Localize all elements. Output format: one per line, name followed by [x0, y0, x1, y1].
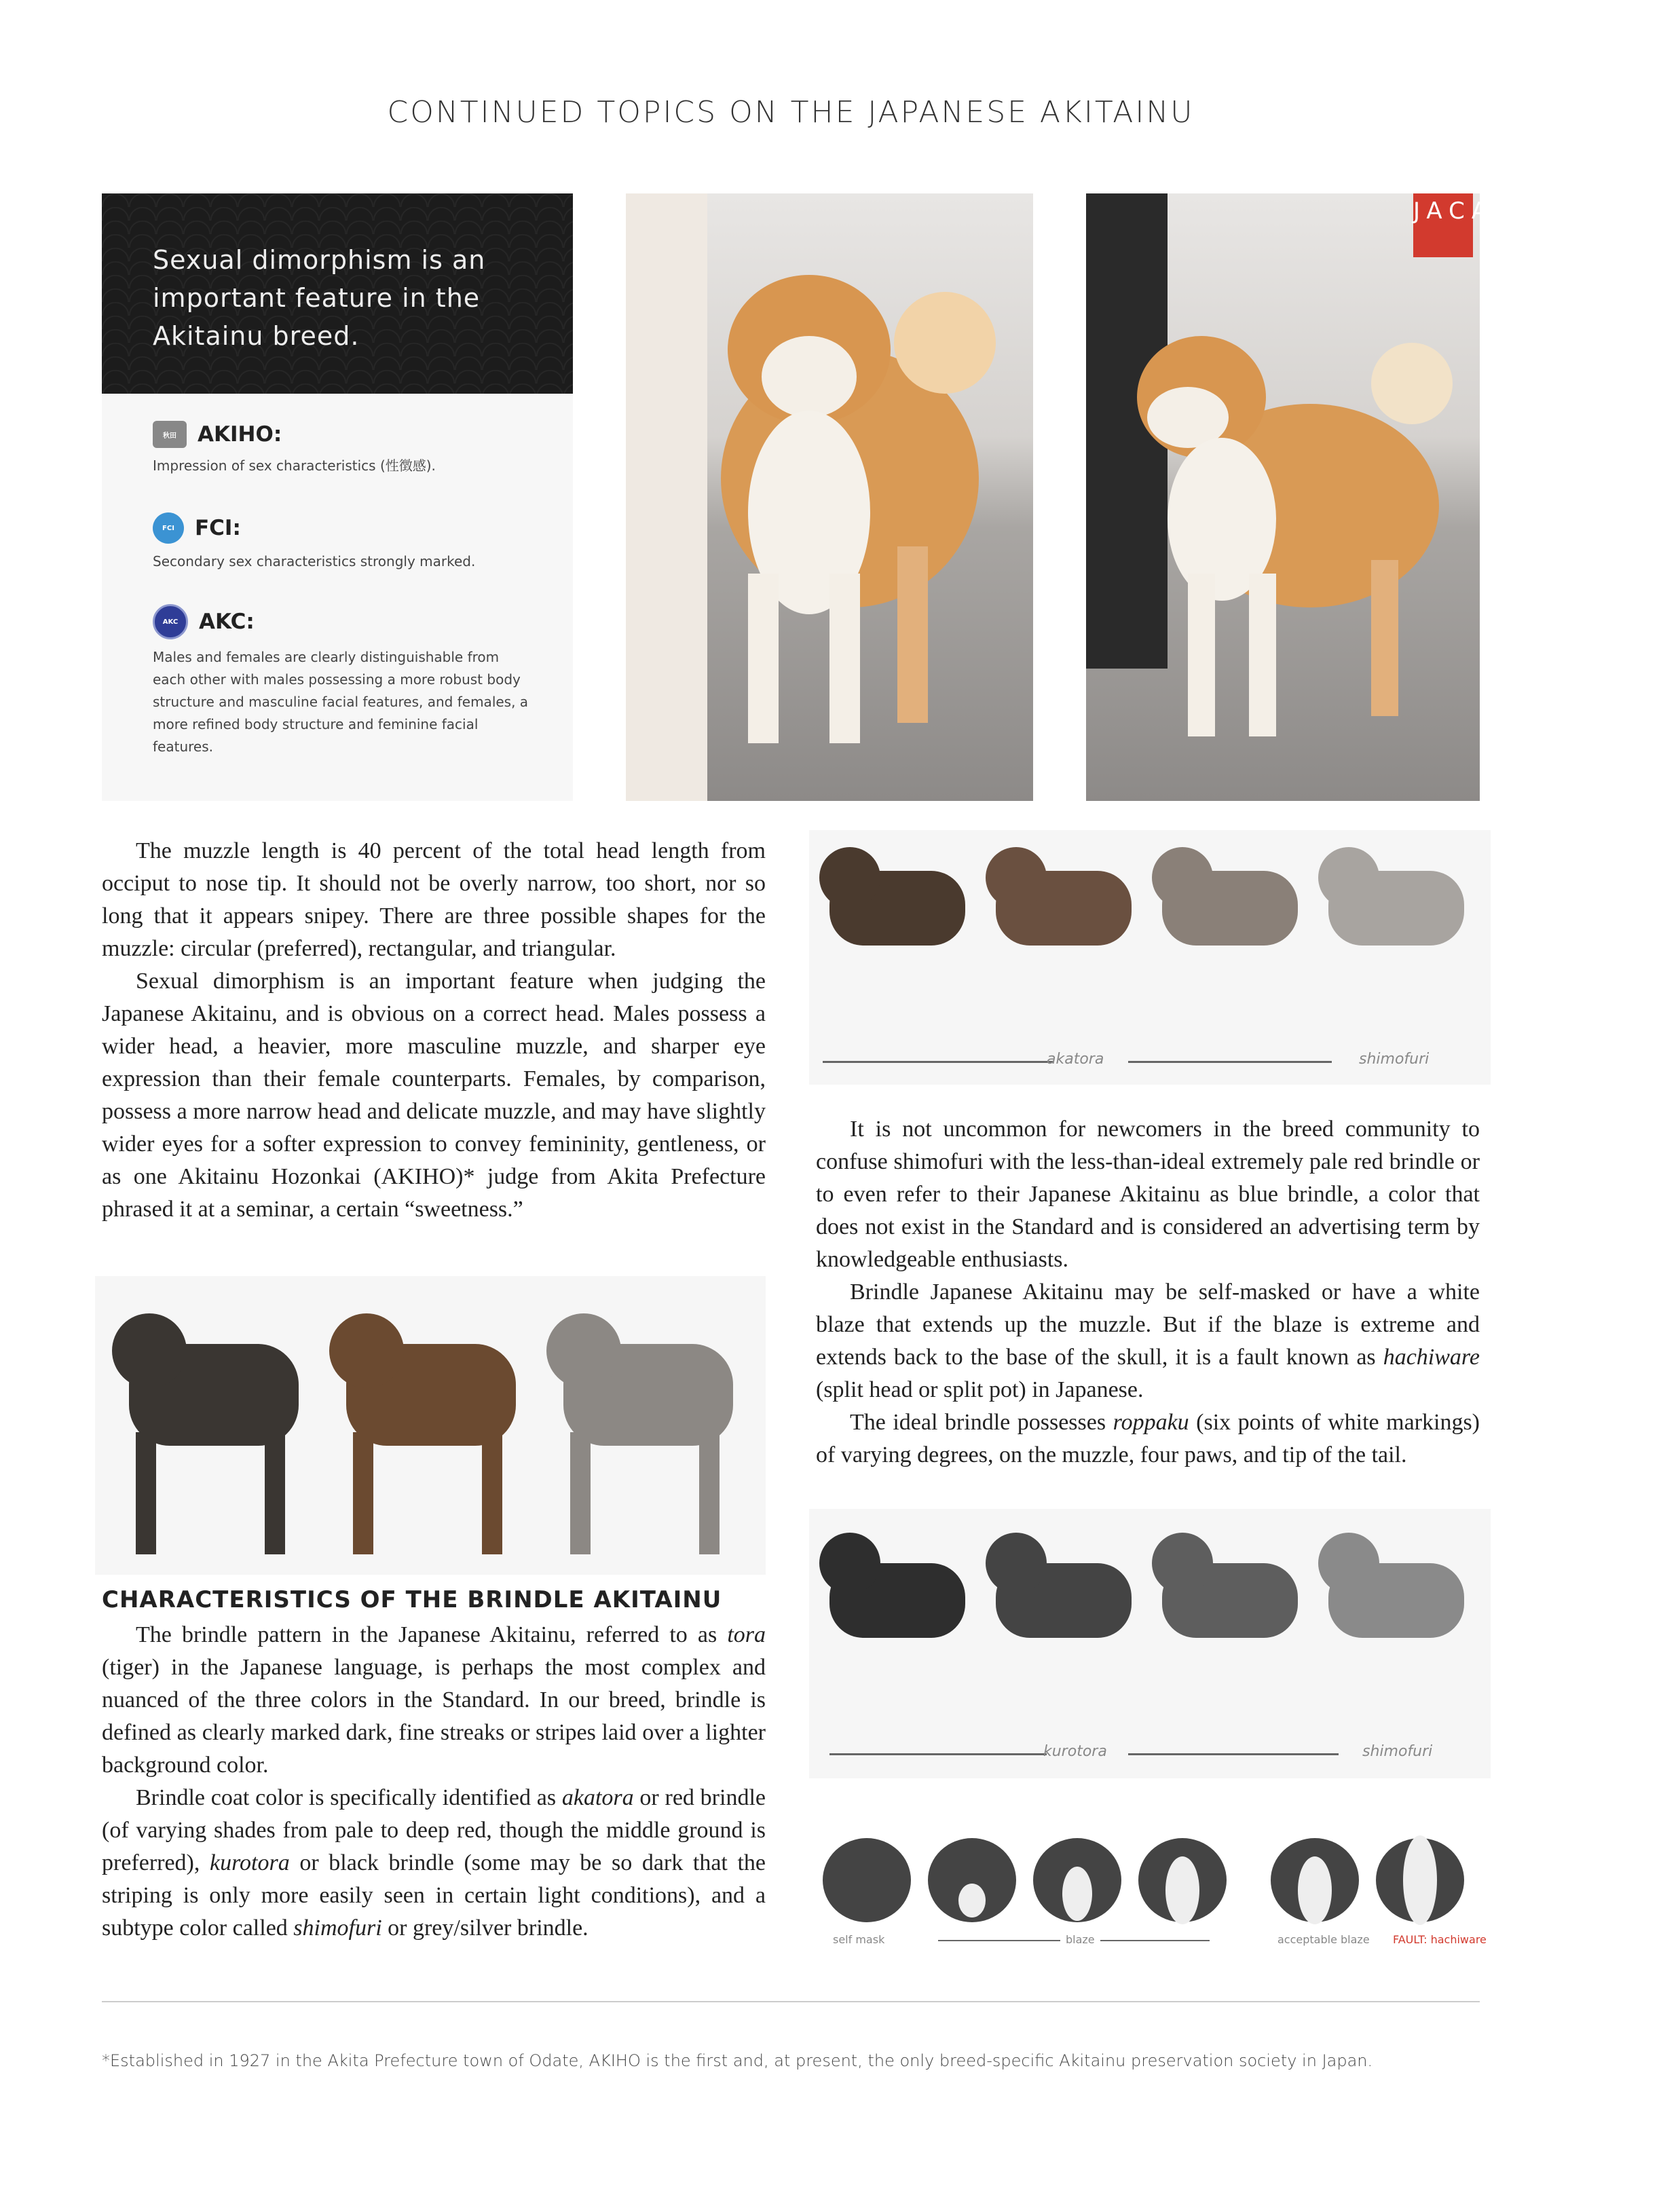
fci-globe-icon: FCI — [153, 512, 184, 544]
brindle-dogs-illustration-icon — [809, 1509, 1491, 1726]
brindle-characteristics-text — [102, 1619, 766, 1945]
term: akatora — [561, 1785, 634, 1810]
paragraph — [102, 1619, 766, 1782]
label-blaze: blaze — [1060, 1933, 1100, 1946]
brindle-color-dogs-figure — [95, 1276, 766, 1575]
org-fci — [153, 512, 533, 573]
text: or grey/silver brindle. — [381, 1915, 589, 1941]
org-name: AKC: — [199, 610, 255, 634]
callout-quote: Sexual dimorphism is an important feature in the Akitainu breed. — [153, 245, 486, 351]
scale-arrow-right — [1128, 1753, 1339, 1755]
text: (tiger) in the Japanese language, is perhaps the most complex and nuanced of the three colors in the Standard. In our breed, brindle is defined as clearly marked dark, fine streaks or stripes laid over a lighter background color. — [102, 1655, 766, 1778]
page-title: CONTINUED TOPICS ON THE JAPANESE AKITAINU — [387, 95, 1195, 130]
paragraph — [816, 1406, 1480, 1472]
label-fault-hachiware: FAULT: hachiware — [1393, 1933, 1487, 1946]
scale-arrow-right — [1128, 1061, 1332, 1063]
text: Brindle Japanese Akitainu may be self-masked or have a white blaze that extends up the muzzle. But if the blaze is extreme and extends back to the base of the skull, it is a fault known as — [816, 1279, 1480, 1370]
akiho-logo-icon: 秋田 — [153, 421, 187, 448]
jaca-badge: JACA — [1413, 193, 1473, 257]
org-name: AKIHO: — [198, 422, 282, 447]
label-akatora: akatora — [1047, 1051, 1104, 1068]
org-description: Impression of sex characteristics (性徴感). — [153, 457, 436, 474]
label-acceptable-blaze: acceptable blaze — [1277, 1933, 1370, 1946]
footnote: *Established in 1927 in the Akita Prefecture town of Odate, AKIHO is the first and, at present, the only breed-specific Akitainu preservation society in Japan. — [102, 2051, 1373, 2070]
footnote-divider — [102, 2001, 1480, 2002]
dog-photo-icon — [1086, 193, 1480, 801]
black-brindle-scale-figure — [809, 1509, 1491, 1778]
paragraph: The muzzle length is 40 percent of the total head length from occiput to nose tip. It should not be overly narrow, too short, nor so long that it appears snipey. There are three possible shapes for the muzzle: circular (preferred), rectangular, and triangular. — [102, 838, 766, 961]
text: It is not uncommon for newcomers in the breed community to confuse shimofuri with the less-than-ideal extremely pale red brindle or to even refer to their Japanese Akitainu as blue brindle, a color that does not exist in the Standard and is considered an advertising term by knowledgeable enthusiasts. — [816, 1117, 1480, 1272]
term: roppaku — [1113, 1410, 1189, 1435]
brindle-dogs-illustration-icon — [809, 830, 1491, 1034]
scale-arrow-left — [823, 1061, 1053, 1063]
label-shimofuri: shimofuri — [1359, 1051, 1430, 1068]
brindle-dogs-illustration-icon — [95, 1276, 766, 1575]
paragraph — [102, 1782, 766, 1945]
org-description: Secondary sex characteristics strongly marked. — [153, 553, 476, 569]
label-kurotora: kurotora — [1043, 1743, 1107, 1760]
text: or red brindle (of varying shades from pale to deep red, though the middle ground is preferred), — [102, 1785, 766, 1875]
female-akita-photo — [1086, 193, 1495, 801]
red-brindle-scale-figure — [809, 830, 1491, 1085]
standards-comparison-card — [102, 394, 573, 801]
org-description: Males and females are clearly distinguishable from each other with males possessing a more robust body structure and masculine facial features, and females, a more refined body structure and feminine facial features. — [153, 649, 529, 755]
akc-seal-icon: AKC — [153, 604, 188, 639]
org-akiho — [153, 421, 533, 477]
label-shimofuri: shimofuri — [1362, 1743, 1433, 1760]
text: (split head or split pot) in Japanese. — [816, 1377, 1144, 1402]
muzzle-dimorphism-text — [102, 835, 766, 1226]
term: shimofuri — [293, 1915, 382, 1941]
callout-quote-card — [102, 193, 573, 394]
text: or black brindle (some may be so dark that the striping is only more easily seen in certain light conditions), and a subtype color called — [102, 1850, 766, 1941]
term: hachiware — [1383, 1345, 1480, 1370]
akita-heads-illustration-icon — [809, 1826, 1491, 1928]
paragraph — [816, 1113, 1480, 1276]
text: Brindle coat color is specifically identified as — [136, 1785, 562, 1810]
blaze-heads-figure — [809, 1826, 1491, 1960]
text: The ideal brindle possesses — [850, 1410, 1113, 1435]
org-name: FCI: — [195, 516, 241, 540]
org-akc — [153, 604, 533, 758]
paragraph: Sexual dimorphism is an important feature when judging the Japanese Akitainu, and is obvious on a correct head. Males possess a wider head, a heavier, more masculine muzzle, and sharper eye expression than their female counterparts. Females, by comparison, possess a more narrow head and delicate muzzle, and may have slightly wider eyes for a softer expression to convey femininity, gentleness, or as one Akitainu Hozonkai (AKIHO)* judge from Akita Prefecture phrased it at a seminar, a certain “sweetness.” — [102, 969, 766, 1222]
term: tora — [727, 1622, 766, 1647]
section-heading: CHARACTERISTICS OF THE BRINDLE AKITAINU — [102, 1586, 722, 1613]
dog-photo-icon — [626, 193, 1033, 801]
paragraph — [816, 1276, 1480, 1406]
brindle-notes-text — [816, 1113, 1480, 1472]
text: (six points of white markings) of varying degrees, on the muzzle, four paws, and tip of the tail. — [816, 1410, 1480, 1467]
text: The brindle pattern in the Japanese Akitainu, referred to as — [136, 1622, 728, 1647]
label-self-mask: self mask — [833, 1933, 885, 1946]
male-akita-photo — [626, 193, 1033, 801]
term: kurotora — [210, 1850, 290, 1875]
scale-arrow-left — [829, 1753, 1047, 1755]
